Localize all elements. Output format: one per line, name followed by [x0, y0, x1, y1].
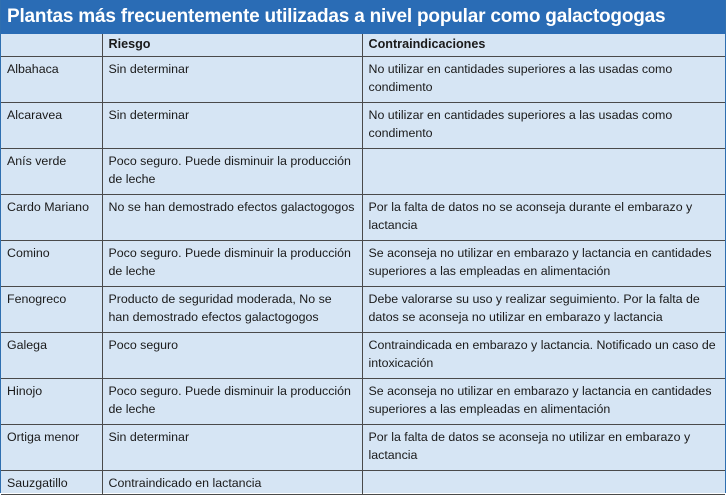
cell-planta: Ortiga menor — [1, 425, 102, 471]
header-planta — [1, 34, 102, 57]
cell-planta: Albahaca — [1, 57, 102, 103]
table-row — [1, 471, 725, 495]
cell-riesgo: Sin determinar — [102, 103, 362, 149]
table-row — [1, 195, 725, 241]
cell-riesgo: No se han demostrado efectos galactogogos — [102, 195, 362, 241]
cell-planta: Fenogreco — [1, 287, 102, 333]
cell-planta: Cardo Mariano — [1, 195, 102, 241]
cell-contraindicaciones: Se aconseja no utilizar en embarazo y lactancia en cantidades superiores a las empleadas en alimentación — [362, 241, 725, 287]
cell-riesgo: Poco seguro. Puede disminuir la producción de leche — [102, 149, 362, 195]
cell-planta: Comino — [1, 241, 102, 287]
header-contraindicaciones: Contraindicaciones — [362, 34, 725, 57]
cell-riesgo: Poco seguro. Puede disminuir la producción de leche — [102, 379, 362, 425]
cell-planta: Hinojo — [1, 379, 102, 425]
cell-riesgo: Poco seguro. Puede disminuir la producción de leche — [102, 241, 362, 287]
table-row — [1, 149, 725, 195]
cell-contraindicaciones — [362, 471, 725, 495]
cell-planta: Anís verde — [1, 149, 102, 195]
plants-table — [1, 34, 725, 495]
table-row — [1, 333, 725, 379]
cell-contraindicaciones: Contraindicada en embarazo y lactancia. Notificado un caso de intoxicación — [362, 333, 725, 379]
cell-contraindicaciones: Por la falta de datos no se aconseja durante el embarazo y lactancia — [362, 195, 725, 241]
cell-riesgo: Producto de seguridad moderada, No se han demostrado efectos galactogogos — [102, 287, 362, 333]
header-row — [1, 34, 725, 57]
cell-contraindicaciones: Se aconseja no utilizar en embarazo y lactancia en cantidades superiores a las empleadas en alimentación — [362, 379, 725, 425]
cell-planta: Galega — [1, 333, 102, 379]
cell-contraindicaciones: Por la falta de datos se aconseja no utilizar en embarazo y lactancia — [362, 425, 725, 471]
header-riesgo: Riesgo — [102, 34, 362, 57]
cell-riesgo: Sin determinar — [102, 425, 362, 471]
table-row — [1, 287, 725, 333]
table-title: Plantas más frecuentemente utilizadas a nivel popular como galactogogas — [1, 0, 725, 34]
table-row — [1, 425, 725, 471]
table-row — [1, 379, 725, 425]
cell-contraindicaciones: Debe valorarse su uso y realizar seguimiento. Por la falta de datos se aconseja no utilizar en embarazo y lactancia — [362, 287, 725, 333]
cell-riesgo: Poco seguro — [102, 333, 362, 379]
cell-contraindicaciones — [362, 149, 725, 195]
cell-riesgo: Contraindicado en lactancia — [102, 471, 362, 495]
table-row — [1, 103, 725, 149]
cell-planta: Sauzgatillo — [1, 471, 102, 495]
cell-contraindicaciones: No utilizar en cantidades superiores a las usadas como condimento — [362, 103, 725, 149]
cell-contraindicaciones: No utilizar en cantidades superiores a las usadas como condimento — [362, 57, 725, 103]
cell-planta: Alcaravea — [1, 103, 102, 149]
table-row — [1, 241, 725, 287]
cell-riesgo: Sin determinar — [102, 57, 362, 103]
table-row — [1, 57, 725, 103]
